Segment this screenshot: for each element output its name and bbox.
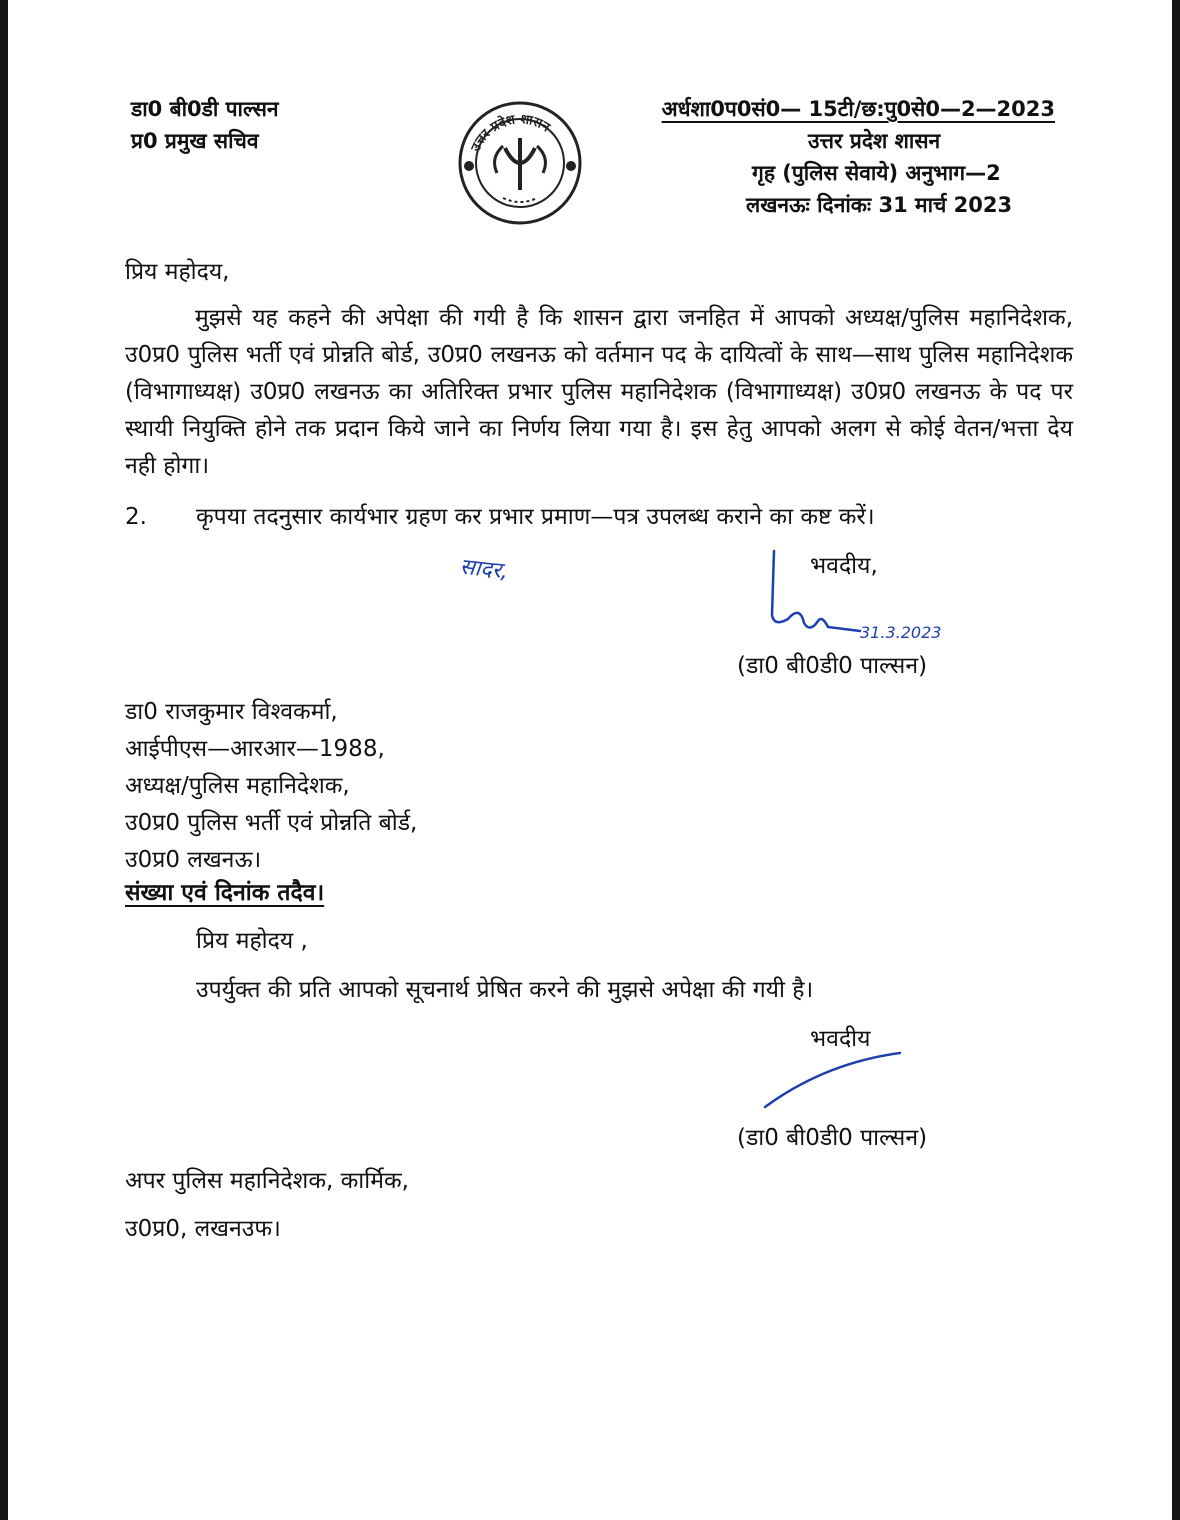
signature-1 [760, 545, 870, 645]
signature-2 [755, 1045, 915, 1115]
recipient-line-5: उ0प्र0 लखनऊ। [125, 847, 262, 873]
copy-recipient-line-2: उ0प्र0, लखनउफ। [125, 1216, 281, 1242]
valediction-2: भवदीय [810, 1026, 871, 1052]
sender-name: डा0 बी0डी पाल्सन [131, 97, 279, 121]
reference-number: अर्धशा0प0सं0— 15टी/छ:पु0से0—2—2023 [661, 97, 1055, 121]
handwritten-note: सादर, [458, 554, 510, 585]
government-seal [455, 98, 585, 228]
recipient-line-3: अध्यक्ष/पुलिस महानिदेशक, [125, 773, 350, 799]
recipient-line-1: डा0 राजकुमार विश्वकर्मा, [125, 699, 338, 725]
department-name: गृह (पुलिस सेवाये) अनुभाग—2 [752, 161, 1001, 185]
valediction-1: भवदीय, [810, 553, 878, 579]
place-date: लखनऊः दिनांकः 31 मार्च 2023 [746, 193, 1013, 217]
paragraph-2-number: 2. [125, 504, 147, 530]
government-name: उत्तर प्रदेश शासन [808, 129, 941, 153]
copy-reference: संख्या एवं दिनांक तदैव। [125, 880, 325, 906]
seal-text: उत्तर प्रदेश शासन [468, 112, 553, 154]
recipient-line-4: उ0प्र0 पुलिस भर्ती एवं प्रोन्नति बोर्ड, [125, 810, 418, 836]
recipient-line-2: आईपीएस—आरआर—1988, [125, 736, 385, 762]
sender-designation: प्र0 प्रमुख सचिव [131, 129, 259, 153]
signatory-2: (डा0 बी0डी0 पाल्सन) [737, 1125, 928, 1151]
paragraph-2-text: कृपया तदनुसार कार्यभार ग्रहण कर प्रभार प्रमाण—पत्र उपलब्ध कराने का कष्ट करें। [196, 504, 875, 530]
copy-salutation: प्रिय महोदय , [196, 928, 308, 954]
copy-recipient-line-1: अपर पुलिस महानिदेशक, कार्मिक, [125, 1168, 409, 1194]
copy-text: उपर्युक्त की प्रति आपको सूचनार्थ प्रेषित करने की मुझसे अपेक्षा की गयी है। [196, 977, 814, 1003]
paragraph-1: मुझसे यह कहने की अपेक्षा की गयी है कि शासन द्वारा जनहित में आपको अध्यक्ष/पुलिस महानिदेशक, उ0प्र0 पुलिस भर्ती एवं प्रोन्नति बोर्ड, उ0प्र0 लखनऊ को वर्तमान पद के दायित्वों के साथ—साथ पुलिस महानिदेशक (विभागाध्यक्ष) उ0प्र0 लखनऊ का अतिरिक्त प्रभार पुलिस महानिदेशक (विभागाध्यक्ष) उ0प्र0 लखनऊ के पद पर स्थायी नियुक्ति होने तक प्रदान किये जाने का निर्णय लिया गया है। इस हेतु आपको अलग से कोई वेतन/भत्ता देय नही होगा। [125, 305, 1073, 479]
signatory-1: (डा0 बी0डी0 पाल्सन) [737, 653, 928, 679]
signature-date: 31.3.2023 [860, 623, 942, 642]
salutation: प्रिय महोदय, [125, 259, 230, 285]
